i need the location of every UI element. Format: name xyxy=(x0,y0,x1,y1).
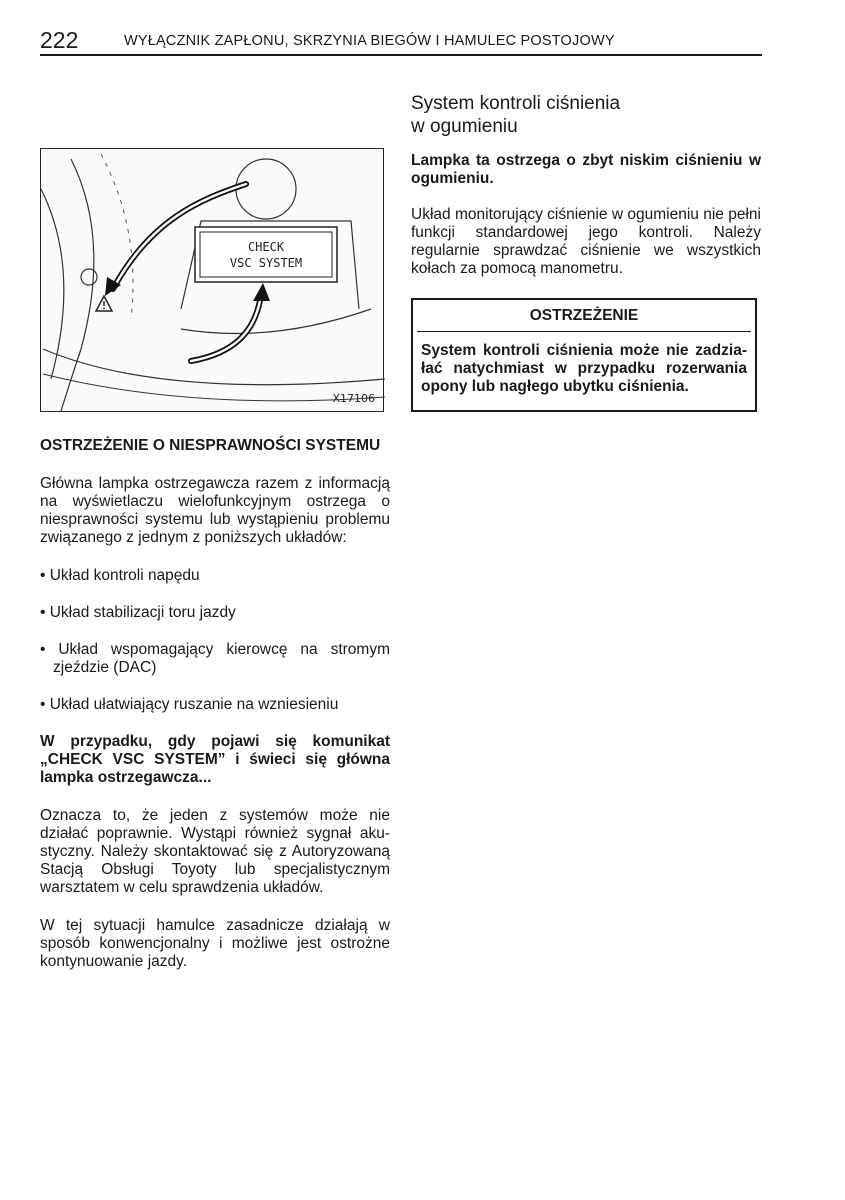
malfunction-heading: OSTRZEŻENIE O NIESPRAWNOŚCI SYSTEMU xyxy=(40,437,381,454)
tpms-body: Układ monitorujący ciśnienie w ogumieniu nie pełni funkcji standardowej jego kontroli. Należy regularnie sprawdzać ciśnienie we wszystkich kołach za pomocą manometru. xyxy=(411,206,761,277)
section-title-line2: w ogumieniu xyxy=(411,116,518,137)
display-screen xyxy=(195,227,337,282)
indicator-circle xyxy=(81,269,97,285)
cluster-illustration xyxy=(41,149,385,413)
display-text-line2: VSC SYSTEM xyxy=(229,256,303,270)
warning-box xyxy=(411,298,757,412)
page-header xyxy=(40,26,762,56)
instrument-cluster-figure xyxy=(40,148,384,412)
page-number: 222 xyxy=(40,27,79,53)
list-item: • Układ ułatwiający ruszanie na wzniesieniu xyxy=(40,696,339,713)
right-column xyxy=(411,92,761,412)
warning-body: System kontroli ciśnienia może nie zadziałać natychmiast w przypadku rozerwania opony lub nagłego ubytku ciśnienia. xyxy=(421,342,747,395)
section-title xyxy=(411,92,761,138)
figure-code: X17106 xyxy=(332,392,375,405)
left-column xyxy=(40,148,390,971)
running-head: WYŁĄCZNIK ZAPŁONU, SKRZYNIA BIEGÓW I HAMULEC POSTOJOWY xyxy=(124,33,615,49)
section-title-line1: System kontroli ciśnienia xyxy=(411,93,621,114)
malfunction-intro: Główna lampka ostrzegawcza razem z informacją na wyświetlaczu wielofunkcyjnym ostrzega o niesprawności systemu lub wystąpieniu problemu związanego z jednym z poniższych układów: xyxy=(40,475,390,546)
systems-list xyxy=(40,567,390,714)
warning-title: OSTRZEŻENIE xyxy=(417,300,751,332)
case-paragraph-1: Oznacza to, że jeden z systemów może nie działać poprawnie. Wystąpi również sygnał akustyczny. Należy skontaktować się z Autoryzowaną Stacją Obsługi Toyoty lub specjalistycznym warsztatem w celu sprawdzenia układów. xyxy=(40,807,390,896)
arrow-to-display xyxy=(191,283,270,361)
gauge-arc xyxy=(41,189,64,379)
gauge-arc xyxy=(181,309,371,334)
list-item: • Układ stabilizacji toru jazdy xyxy=(40,604,236,621)
display-text-line1: CHECK xyxy=(247,240,285,254)
indicator-circle xyxy=(236,159,296,219)
list-item: • Układ wspomagający kierowcę na stromym zjeździe (DAC) xyxy=(40,641,390,676)
case-paragraph-2: W tej sytuacji hamulce zasadnicze działają w sposób konwencjonalny i możliwe jest ostrożne kontynuowanie jazdy. xyxy=(40,917,390,970)
case-heading: W przypadku, gdy pojawi się komunikat „CHECK VSC SYSTEM” i świeci się główna lampka ostrzegawcza... xyxy=(40,733,390,786)
tpms-lead: Lampka ta ostrzega o zbyt niskim ciśnieniu w ogumieniu. xyxy=(411,152,761,187)
list-item: • Układ kontroli napędu xyxy=(40,567,200,584)
warning-triangle-icon xyxy=(96,296,112,311)
